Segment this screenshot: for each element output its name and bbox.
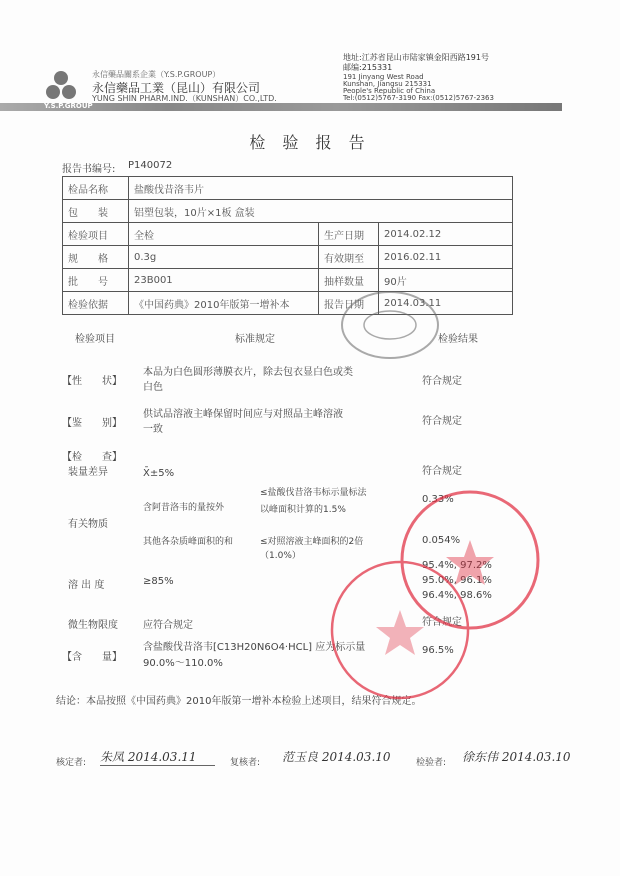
packaging: 铝塑包装，10片×1板 盒装 [129,200,513,223]
expiry-date: 2016.02.11 [379,246,513,269]
conclusion: 结论：本品按照《中国药典》2010年版第一增补本检验上述项目，结果符合规定。 [56,696,422,707]
test-standard: 以峰面积计算的1.5% [260,505,346,515]
report-no: P140072 [128,160,173,171]
test-label: 有关物质 [68,519,108,530]
manufacture-date: 2014.02.12 [379,223,513,246]
sample-quantity: 90片 [379,269,513,292]
test-result: 95.4%, 97.2% [422,560,492,571]
test-standard: 白色 [143,382,163,393]
test-standard: 供试品溶液主峰保留时间应与对照品主峰溶液 [143,409,343,420]
test-label: 【鉴 别】 [62,418,122,429]
info-table [62,176,513,315]
col-header-item: 检验项目 [75,334,115,345]
test-result: 96.4%, 98.6% [422,590,492,601]
test-result: 符合规定 [422,376,462,387]
label: 报告日期 [319,292,379,315]
inspector-signature: 徐东伟 2014.03.10 [462,750,571,764]
test-standard: X̄±5% [143,468,175,479]
test-standard: ≥85% [143,576,174,587]
test-standard: ≤对照溶液主峰面积的2倍 [260,537,364,547]
label: 抽样数量 [319,269,379,292]
test-result: 0.33% [422,494,454,505]
test-label: 溶 出 度 [68,580,105,591]
test-subitem: 含阿昔洛韦的量按外 [143,503,225,513]
col-header-result: 检验结果 [438,334,478,345]
test-result: 96.5% [422,645,454,656]
report-no-label: 报告书编号: [62,164,116,175]
address-en-1: 191 Jinyang West Road [343,73,424,81]
address-en-3: People's Republic of China [343,87,436,95]
inspection-basis: 《中国药典》2010年版第一增补本 [129,292,319,315]
test-subitem: 其他各杂质峰面积的和 [143,537,234,547]
company-name-cn: 永信藥品工業（昆山）有限公司 [92,81,261,95]
inspector-label: 检验者: [416,758,447,768]
label: 规 格 [63,246,129,269]
phone-fax: Tel:(0512)5767-3190 Fax:(0512)5767-2363 [343,94,494,102]
test-standard: 一致 [143,424,163,435]
test-label: 【性 状】 [62,376,122,387]
banner-text: Y.S.P.GROUP [44,102,93,110]
label: 包 装 [63,200,129,223]
address-cn: 地址:江苏省昆山市陆家镇金阳西路191号 [343,53,489,62]
test-label: 微生物限度 [68,620,118,631]
reviewer-label: 复核者: [230,758,261,768]
reviewer-signature: 范玉良 2014.03.10 [282,750,391,764]
approver-label: 核定者: [56,758,87,768]
test-result: 0.054% [422,535,461,546]
postcode: 邮编:215331 [343,63,393,72]
test-standard: 应符合规定 [143,620,193,631]
test-label: 装量差异 [68,467,108,478]
test-result: 符合规定 [422,617,462,628]
test-standard: ≤盐酸伐昔洛韦标示量标法 [260,488,367,498]
label: 检验项目 [63,223,129,246]
test-result: 95.0%, 96.1% [422,575,492,586]
test-standard: 本品为白色圆形薄膜衣片，除去包衣显白色或类 [143,367,353,378]
company-name-en: YUNG SHIN PHARM.IND.（KUNSHAN）CO.,LTD. [92,94,277,103]
label: 检品名称 [63,177,129,200]
test-result: 符合规定 [422,416,462,427]
report-date: 2014.03.11 [379,292,513,315]
product-name: 盐酸伐昔洛韦片 [129,177,513,200]
test-standard: 含盐酸伐昔洛韦[C13H20N6O4·HCL] 应为标示量 [143,642,366,653]
specification: 0.3g [129,246,319,269]
col-header-standard: 标准规定 [235,334,275,345]
group-line: 永信藥品關系企業（Y.S.P.GROUP） [92,70,221,79]
report-title: 检 验 报 告 [249,133,371,152]
company-logo-icon [44,70,78,104]
address-en-2: Kunshan, Jiangsu 215331 [343,80,432,88]
label: 检验依据 [63,292,129,315]
inspection-item: 全检 [129,223,319,246]
label: 生产日期 [319,223,379,246]
test-label: 【含 量】 [62,652,122,663]
test-standard: 90.0%～110.0% [143,658,223,669]
test-standard: （1.0%） [260,551,301,561]
label: 有效期至 [319,246,379,269]
label: 批 号 [63,269,129,292]
batch-number: 23B001 [129,269,319,292]
test-result: 符合规定 [422,466,462,477]
test-label: 【检 查】 [62,452,122,463]
approver-signature: 朱凤 2014.03.11 [100,748,215,766]
